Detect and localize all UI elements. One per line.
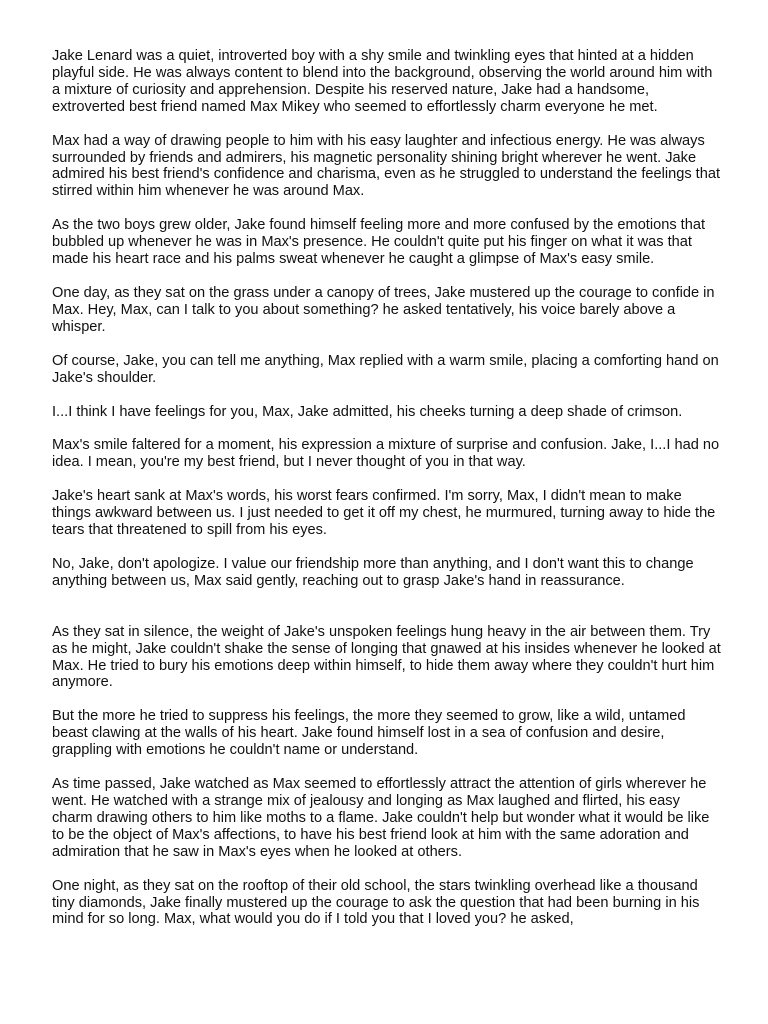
paragraph-3: As the two boys grew older, Jake found himself feeling more and more confused by the emotions that bubbled up whenever he was in Max's presence. He couldn't quite put his finger on what it was that made his heart race and his palms sweat whenever he caught a glimpse of Max's easy smile.: [52, 217, 706, 268]
paragraph-12: As time passed, Jake watched as Max seemed to effortlessly attract the attention of girls wherever he went. He watched with a strange mix of jealousy and longing as Max laughed and flirted, his easy charm drawing others to him like moths to a flame. Jake couldn't help but wonder what it would be like to be the object of Max's affections, to have his best friend look at him with the same adoration and admiration that he saw in Max's eyes when he looked at others.: [52, 776, 710, 860]
paragraph-8: Jake's heart sank at Max's words, his worst fears confirmed. I'm sorry, Max, I didn't mean to make things awkward between us. I just needed to get it off my chest, he murmured, turning away to hide the tears that threatened to spill from his eyes.: [52, 488, 716, 539]
paragraph-10: As they sat in silence, the weight of Jake's unspoken feelings hung heavy in the air between them. Try as he might, Jake couldn't shake the sense of longing that gnawed at his insides whenever he looked at Max. He tried to bury his emotions deep within himself, to hide them away where they couldn't hurt him anymore.: [52, 623, 721, 691]
story-text: [52, 48, 724, 945]
paragraph-7: Max's smile faltered for a moment, his expression a mixture of surprise and confusion. Jake, I...I had no idea. I mean, you're my best friend, but I never thought of you in that way.: [52, 437, 720, 471]
paragraph-1: Jake Lenard was a quiet, introverted boy with a shy smile and twinkling eyes that hinted at a hidden playful side. He was always content to blend into the background, observing the world around him with a mixture of curiosity and apprehension. Despite his reserved nature, Jake had a handsome, extroverted best friend named Max Mikey who seemed to effortlessly charm everyone he met.: [52, 48, 713, 115]
paragraph-11: But the more he tried to suppress his feelings, the more they seemed to grow, like a wild, untamed beast clawing at the walls of his heart. Jake found himself lost in a sea of confusion and desire, grappling with emotions he couldn't name or understand.: [52, 708, 686, 759]
paragraph-2: Max had a way of drawing people to him with his easy laughter and infectious energy. He was always surrounded by friends and admirers, his magnetic personality shining bright wherever he went. Jake admired his best friend's confidence and charisma, even as he struggled to understand the feelings that stirred within him whenever he was around Max.: [52, 132, 721, 200]
paragraph-13: One night, as they sat on the rooftop of their old school, the stars twinkling overhead like a thousand tiny diamonds, Jake finally mustered up the courage to ask the question that had been burning in his mind for so long. Max, what would you do if I told you that I loved you? he asked,: [52, 877, 700, 928]
paragraph-5: Of course, Jake, you can tell me anything, Max replied with a warm smile, placing a comforting hand on Jake's shoulder.: [52, 352, 719, 386]
paragraph-4: One day, as they sat on the grass under a canopy of trees, Jake mustered up the courage to confide in Max. Hey, Max, can I talk to you about something? he asked tentatively, his voice barely above a whisper.: [52, 284, 715, 335]
paragraph-6: I...I think I have feelings for you, Max, Jake admitted, his cheeks turning a deep shade of crimson.: [52, 403, 683, 420]
paragraph-9: No, Jake, don't apologize. I value our friendship more than anything, and I don't want this to change anything between us, Max said gently, reaching out to grasp Jake's hand in reassurance.: [52, 555, 694, 589]
